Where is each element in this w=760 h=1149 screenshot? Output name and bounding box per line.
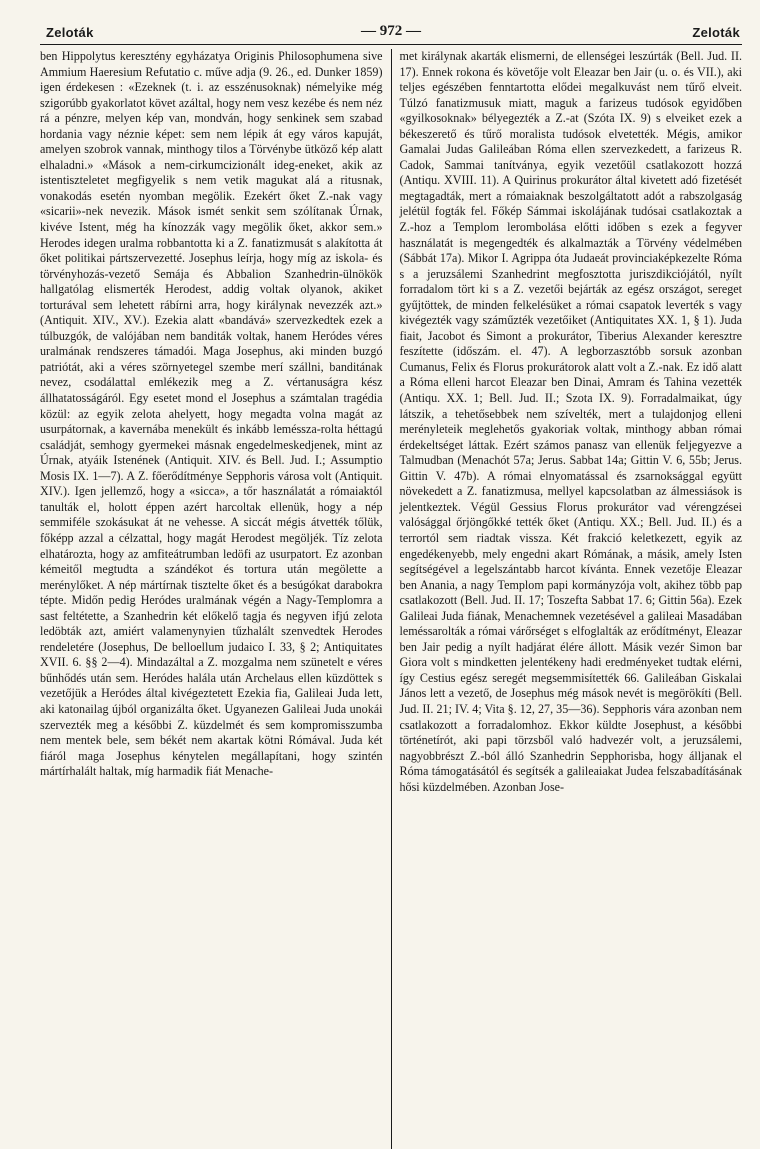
header-right-title: Zeloták <box>692 25 740 40</box>
left-column <box>40 49 391 1149</box>
text-columns <box>40 49 742 1149</box>
running-header <box>40 22 742 45</box>
page-number: — 972 — <box>361 23 421 39</box>
right-column-text: met királynak akarták elismerni, de ellenségei leszúrták (Bell. Jud. II. 17). Ennek rokona és követője volt Eleazar ben Jair (u. o. és VII.), aki teljes egészében fenntartotta elődei megalkuvást nem tűrő elveit. Túlzó fanatizmusuk miatt, maguk a farizeus tudósok egyidőben «gyilkosoknak» bélyegezték a Z.-at (Szóta IX. 9) s elveiket ezek a békeszerető és tűrő moralista tudósok elvetették. Mégis, amikor Gamalai Judas Galileában Róma ellen szervezkedett, a farizeus R. Cadok, Sammai tanítványa, egyik vezetőül csatlakozott hozzá (Antiqu. XVIII. 11). A Quirinus prokurátor által kivetett adó fizetését megtagadták, mert a rómaiaknak beszolgáltatott adót a rabszolgaság jelétül fogták fel. Főkép Sámmai iskolájának tudósai csatlakoztak a Z.-hoz a Templom lerombolása előtti időben s ezek a fegyver használatát is megengedték és alkalmazták a Törvény védelmében (Sábbát 17a). Mikor I. Agrippa óta Judaeát provinciaképkezelte Róma s a jeruzsálemi Szanhedrint megfosztotta juriszdikciójától, nyílt forradalom tört ki s a Z. vezetői bejárták az egész országot, sereget gyűjtöttek, de minden felkelésüket a római csapatok leverték s vagy kivégezték vagy száműzték vezetőiket (Antiquitates XX. 1, § 1). Juda fiait, Jacobot és Simont a prokurátor, Tiberius Alexander keresztre feszítette (időszám. el. 47). A legborzasztóbb sorsuk azonban Cumanus, Felix és Florus prokurátorok alatt volt a Z.-nak. Ez idő alatt a Róma elleni harcot Eleazar ben Dinai, Amram és Tahina vezették (Antiqu. XX. 1; Bell. Jud. II.; Szota IX. 9). Forradalmaikat, úgy látszik, a tehetősebbek nem szívelték, mert a tulajdonjog elleni merényleteik meglehetős gyakoriak voltak, minthogy abban római érdekeltséget láttak. Ezért számos panasz van ellenük feljegyezve a Talmudban (Menachót 57a; Jerus. Sabbat 14a; Gittin V. 6, 55b; Jerus. Gittin V. 47b). A római elnyomatással és zsarnoksággal együtt növekedett a Z. fanatizmusa, mellyel kapcsolatban az álmessiások is jelentkeztek. Végül Gessius Florus prokurátor vad vérengzései valósággal őrjöngőkké tették őket (Antiqu. XX.; Bell. Jud. II.) és a terrortól sem riadtak vissza. Két frakció keletkezett, egyik az engedékenyebb, mely engedni akart Rómának, a másik, amely Isten segítségével a legelszántabb harcot kívánta. Ennek vezetője Eleazar ben Anania, a nagy Templom papi kormányzója volt, akihez több pap csatlakozott (Bell. Jud. II. 17; Toszefta Sabbat 17. 6; Gittin 56a). Ezek Galileai Juda fiának, Menachemnek vezetésével a galileai Masadában leméssarolták a római várőrséget s elfoglalták az erődítményt, Eleazar ben Jair pedig a nyílt hadjárat élére állott. Másik vezér Simon bar Giora volt s mindketten jelentékeny hadi eredményeket tudtak elérni, így Cestius egész seregét megsemmisítették 66. Galileában Giskalai János lett a vezető, de Josephus még mások nevét is megörökíti (Bell. Jud. II. 21; IV. 4; Vita §. 12, 27, 35—36). Sepphoris vára azonban nem csatlakozott a forradalomhoz. Ekkor küldte Josephust, a későbbi történetírót, aki papi törzsből való hadvezér volt, a jeruzsálemi, nagyobbrészt Z.-ból álló Szanhedrin Sepphorisba, hogy álljanak el Róma támogatásától és segítsék a galileaiakat Judea felszabadításának hősi küzdelmében. Azonban Jose- <box>399 49 742 794</box>
left-column-text: ben Hippolytus keresztény egyházatya Originis Philosophumena sive Ammium Haeresium Refutatio c. műve adja (9. 26., ed. Dunker 1859) igen érdekesen : «Ezeknek (t. i. az esszénusoknak) némelyike még szigorúbb gyakorlatot követ azáltal, hogy nem vesz kezébe és nem néz rá a pénzre, melyen kép van, mondván, hogy senkinek sem szabad hordania vagy néznie képet: sem nem lépik át egy város kapuját, amelyen szobrok vannak, minthogy tilos a Törvénybe ütköző kép alatt elhaladni.» «Mások a nem-cirkumcizionált ideg-eneket, akik az istentiszteletet megfigyelik s nem vetik magukat alá a ritusnak, vonakodás esetén nyomban megölik. Ezekért őket Z.-nak vagy «sicarii»-nek nevezik. Mások ismét senkit sem szólítanak Úrnak, kivéve Istent, még ha kínozzák vagy megölik őket, akkor sem.» Herodes idegen uralma robbantotta ki a Z. fanatizmusát s alakította át őket politikai pártszervezetté. Josephus leírja, hogy míg az iskola- és törvényhozás-vezető Semája és Abbalion Szanhedrin-ülnökök hallgatólag elismerték Herodest, addig voltak olyanok, akiket torturával sem lehetett rábírni arra, hogy királynak nevezzék azt.» (Antiquit. XIV., XV.). Ezekia alatt «bandává» szervezkedtek ezek a túlbuzgók, de valójában nem banditák voltak, hanem Heródes véres uralmának rendszeres támadói. Maga Josephus, aki minden buzgó patriótát, aki a véres szörnyetegel szembe merí szállni, banditának nevez, csodálattal emlékezik meg a Z. vértanuságra kész állhatatosságáról. Egy esetet mond el Josephus a számtalan tragédia közül: az egyik zelota ahelyett, hogy megadta volna magát az usurpátornak, a kavernába menekült és inkább leméssza-rolta héttagú családját, semhogy gyermekei másnak engedelmeskedjenek, mint az Úrnak, atyáik Istenének (Antiquit. XIV. és Bell. Jud. I.; Assumptio Mosis IX. 1—7). A Z. főerődítménye Sepphoris városa volt (Antiquit. XIV.). Igen jellemző, hogy a «sicca», a tőr használatát a rómaiaktól tanulták el, holott éppen azért harcoltak ellenük, hogy a nép semmiféle szokásukat át ne vehesse. A siccát mégis átvették tőlük, főképp azzal a célzattal, hogy magát Herodest megöljék. Tíz zelota elhatározta, hogy az amfiteátrumban ledöfi az usurpatort. Ez azonban kémeitől megtudta a szándékot és tortura után megölette a merénylőket. A nép mártírnak tisztelte őket és a besúgókat darabokra tépte. Midőn pedig Heródes uralmának végén a Nagy-Templomra a sast feltétette, a Szanhedrin két előkelő tagja és negyven ifjú zelota ledöbták azt, amiért valamenynyien tűzhalált szenvedtek Herodes rendeletére (Josephus, De belloellum judaico I. 33, § 2; Antiquitates XVII. 6. §§ 2—4). Mindazáltal a Z. mozgalma nem szünetelt e véres bűnhődés után sem. Heródes halála után Archelaus ellen küzdöttek s vezetőjük a Heródes által kivégeztetett Ezekia fia, Galileai Juda lett, aki katonailag újból organizálta őket. Ugyanezen Galileai Juda unokái szervezték meg a későbbi Z. küzdelmét és sem kompromisszumba nem mentek bele, sem békét nem akartak kötni Rómával. Juda két fiáról maga Josephus kénytelen megállapítani, hogy szintén mártírhalált haltak, míg harmadik fiát Menache- <box>40 49 383 779</box>
right-column <box>392 49 743 1149</box>
header-left-title: Zeloták <box>46 25 94 40</box>
